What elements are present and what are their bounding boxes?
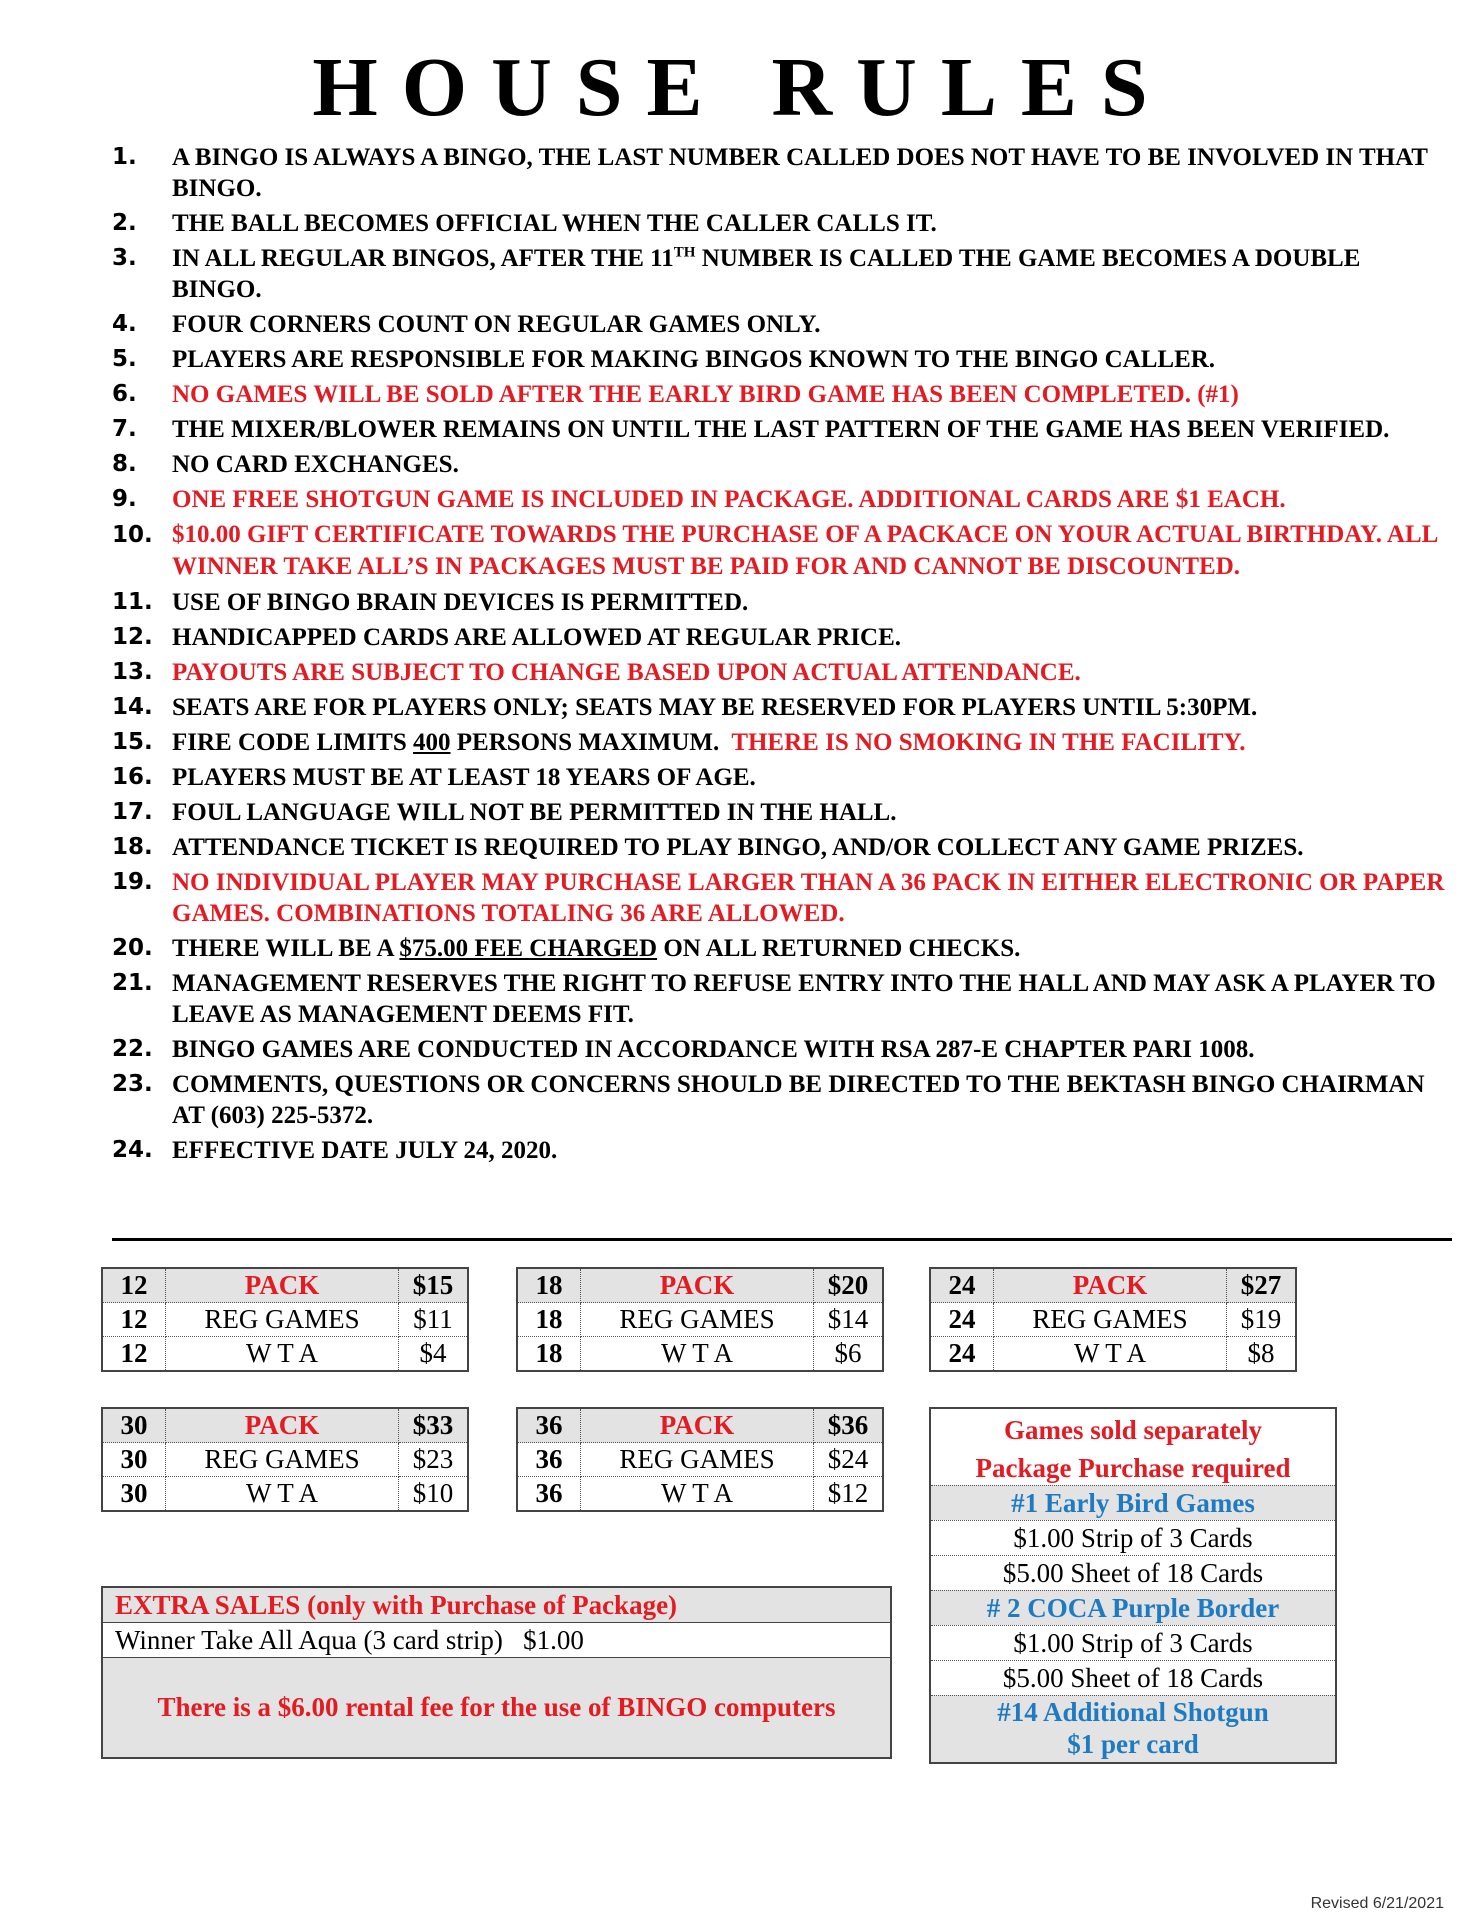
early-bird-strip-price: $1.00 Strip of 3 Cards <box>931 1520 1335 1555</box>
rule-text: HANDICAPPED CARDS ARE ALLOWED AT REGULAR PRICE. <box>172 624 902 651</box>
package-table-18 <box>516 1267 884 1372</box>
row-label: W T A <box>166 1477 399 1512</box>
pack-size: 24 <box>930 1268 994 1303</box>
pack-size: 30 <box>102 1477 166 1512</box>
rule-number: 2. <box>112 210 137 236</box>
separate-games-heading: Games sold separately <box>1004 1415 1262 1445</box>
coca-strip-price: $1.00 Strip of 3 Cards <box>931 1625 1335 1660</box>
rule-number: 3. <box>112 245 137 271</box>
pack-size: 12 <box>102 1303 166 1337</box>
rule-item <box>112 622 1452 653</box>
rule-number: 8. <box>112 451 137 477</box>
row-price: $4 <box>399 1337 469 1372</box>
rule-text: ATTENDANCE TICKET IS REQUIRED TO PLAY BINGO, AND/OR COLLECT ANY GAME PRIZES. <box>172 834 1304 861</box>
row-price: $8 <box>1227 1337 1297 1372</box>
rule-text: A BINGO IS ALWAYS A BINGO, THE LAST NUMBER CALLED DOES NOT HAVE TO BE INVOLVED IN THAT BINGO. <box>172 144 1428 202</box>
rule-item <box>112 762 1452 793</box>
rule-text: FIRE CODE LIMITS 400 PERSONS MAXIMUM. THERE IS NO SMOKING IN THE FACILITY. <box>172 729 1246 756</box>
shotgun-title: #14 Additional Shotgun $1 per card <box>931 1695 1335 1762</box>
early-bird-sheet-price: $5.00 Sheet of 18 Cards <box>931 1555 1335 1590</box>
row-label: REG GAMES <box>581 1303 814 1337</box>
rules-list <box>112 142 1452 1170</box>
page-title: HOUSE RULES <box>312 41 1172 134</box>
pack-size: 18 <box>517 1268 581 1303</box>
extra-sales-heading: EXTRA SALES (only with Purchase of Package) <box>103 1588 890 1623</box>
rule-item <box>112 587 1452 618</box>
row-price: $11 <box>399 1303 469 1337</box>
rule-text: THE MIXER/BLOWER REMAINS ON UNTIL THE LAST PATTERN OF THE GAME HAS BEEN VERIFIED. <box>172 416 1390 443</box>
rule-number: 24. <box>112 1137 153 1163</box>
pack-size: 18 <box>517 1303 581 1337</box>
row-price: $33 <box>399 1408 469 1443</box>
separate-games-box <box>929 1407 1337 1764</box>
rule-number: 13. <box>112 659 153 685</box>
rule-item <box>112 832 1452 863</box>
rule-number: 21. <box>112 970 153 996</box>
row-price: $12 <box>814 1477 884 1512</box>
rule-number: 22. <box>112 1036 153 1062</box>
rule-text: IN ALL REGULAR BINGOS, AFTER THE 11TH NUMBER IS CALLED THE GAME BECOMES A DOUBLE BINGO. <box>172 244 1361 303</box>
pack-size: 30 <box>102 1408 166 1443</box>
divider <box>112 1238 1452 1241</box>
rule-text: COMMENTS, QUESTIONS OR CONCERNS SHOULD BE DIRECTED TO THE BEKTASH BINGO CHAIRMAN AT (603) 225-5372. <box>172 1071 1425 1129</box>
rule-text: ONE FREE SHOTGUN GAME IS INCLUDED IN PACKAGE. ADDITIONAL CARDS ARE $1 EACH. <box>172 486 1286 513</box>
rule-item <box>112 1034 1452 1065</box>
row-label: REG GAMES <box>166 1443 399 1477</box>
revised-date: Revised 6/21/2021 <box>1310 1895 1444 1912</box>
row-label: W T A <box>166 1337 399 1372</box>
row-price: $15 <box>399 1268 469 1303</box>
rule-text: $10.00 GIFT CERTIFICATE TOWARDS THE PURCHASE OF A PACKACE ON YOUR ACTUAL BIRTHDAY. ALL WINNER TAKE ALL’S IN PACKAGES MUST BE PAID FOR AND CANNOT BE DISCOUNTED. <box>172 521 1437 580</box>
pack-size: 36 <box>517 1443 581 1477</box>
package-table-24 <box>929 1267 1297 1372</box>
coca-title: # 2 COCA Purple Border <box>931 1590 1335 1625</box>
rule-item <box>112 933 1452 964</box>
rule-number: 19. <box>112 869 153 895</box>
package-table-36 <box>516 1407 884 1512</box>
rule-item <box>112 414 1452 445</box>
extra-sales-box <box>101 1586 892 1759</box>
rule-item <box>112 692 1452 723</box>
row-price: $36 <box>814 1408 884 1443</box>
rule-number: 9. <box>112 486 137 512</box>
row-label: PACK <box>994 1268 1227 1303</box>
rule-text: FOUR CORNERS COUNT ON REGULAR GAMES ONLY. <box>172 311 821 338</box>
rule-number: 4. <box>112 311 137 337</box>
rule-item <box>112 449 1452 480</box>
row-price: $14 <box>814 1303 884 1337</box>
package-table-30 <box>101 1407 469 1512</box>
rule-item <box>112 867 1452 929</box>
rule-number: 15. <box>112 729 153 755</box>
coca-sheet-price: $5.00 Sheet of 18 Cards <box>931 1660 1335 1695</box>
rule-item <box>112 727 1452 758</box>
row-price: $24 <box>814 1443 884 1477</box>
rule-number: 16. <box>112 764 153 790</box>
row-label: REG GAMES <box>581 1443 814 1477</box>
rule-item <box>112 484 1452 515</box>
row-label: REG GAMES <box>994 1303 1227 1337</box>
rule-item <box>112 1135 1452 1166</box>
rule-item <box>112 344 1452 375</box>
rule-item <box>112 208 1452 239</box>
rule-text: MANAGEMENT RESERVES THE RIGHT TO REFUSE ENTRY INTO THE HALL AND MAY ASK A PLAYER TO LEAVE AS MANAGEMENT DEEMS FIT. <box>172 970 1436 1028</box>
pack-size: 12 <box>102 1337 166 1372</box>
rule-text: EFFECTIVE DATE JULY 24, 2020. <box>172 1137 558 1164</box>
rule-text: NO GAMES WILL BE SOLD AFTER THE EARLY BIRD GAME HAS BEEN COMPLETED. (#1) <box>172 381 1239 408</box>
rule-item <box>112 142 1452 204</box>
row-price: $20 <box>814 1268 884 1303</box>
rule-item <box>112 243 1452 305</box>
package-table-12 <box>101 1267 469 1372</box>
rule-text: PAYOUTS ARE SUBJECT TO CHANGE BASED UPON ACTUAL ATTENDANCE. <box>172 659 1081 686</box>
rule-number: 18. <box>112 834 153 860</box>
rule-number: 14. <box>112 694 153 720</box>
row-label: REG GAMES <box>166 1303 399 1337</box>
rule-text: FOUL LANGUAGE WILL NOT BE PERMITTED IN THE HALL. <box>172 799 897 826</box>
row-price: $27 <box>1227 1268 1297 1303</box>
row-price: $10 <box>399 1477 469 1512</box>
rule-text: PLAYERS ARE RESPONSIBLE FOR MAKING BINGOS KNOWN TO THE BINGO CALLER. <box>172 346 1216 373</box>
pack-size: 18 <box>517 1337 581 1372</box>
pack-size: 36 <box>517 1408 581 1443</box>
rule-item <box>112 1069 1452 1131</box>
pack-size: 30 <box>102 1443 166 1477</box>
rule-text: PLAYERS MUST BE AT LEAST 18 YEARS OF AGE. <box>172 764 756 791</box>
rule-number: 1. <box>112 144 137 170</box>
rule-text: NO INDIVIDUAL PLAYER MAY PURCHASE LARGER THAN A 36 PACK IN EITHER ELECTRONIC OR PAPER GAMES. COMBINATIONS TOTALING 36 ARE ALLOWED. <box>172 869 1445 927</box>
rule-number: 6. <box>112 381 137 407</box>
row-label: PACK <box>166 1268 399 1303</box>
rule-number: 5. <box>112 346 137 372</box>
row-price: $6 <box>814 1337 884 1372</box>
row-label: W T A <box>581 1477 814 1512</box>
pack-size: 36 <box>517 1477 581 1512</box>
row-price: $23 <box>399 1443 469 1477</box>
rule-item <box>112 309 1452 340</box>
pack-size: 12 <box>102 1268 166 1303</box>
pack-size: 24 <box>930 1337 994 1372</box>
rule-text: SEATS ARE FOR PLAYERS ONLY; SEATS MAY BE RESERVED FOR PLAYERS UNTIL 5:30PM. <box>172 694 1258 721</box>
rule-number: 20. <box>112 935 153 961</box>
rule-text: USE OF BINGO BRAIN DEVICES IS PERMITTED. <box>172 589 749 616</box>
extra-sales-item: Winner Take All Aqua (3 card strip) $1.00 <box>103 1623 890 1658</box>
rule-number: 7. <box>112 416 137 442</box>
row-label: W T A <box>581 1337 814 1372</box>
rule-number: 17. <box>112 799 153 825</box>
rule-number: 23. <box>112 1071 153 1097</box>
rule-item <box>112 519 1452 583</box>
rule-number: 11. <box>112 589 153 615</box>
row-label: PACK <box>581 1408 814 1443</box>
rental-fee-note: There is a $6.00 rental fee for the use of BINGO computers <box>103 1658 890 1757</box>
row-label: PACK <box>581 1268 814 1303</box>
pack-size: 24 <box>930 1303 994 1337</box>
rule-number: 12. <box>112 624 153 650</box>
rule-text: NO CARD EXCHANGES. <box>172 451 459 478</box>
package-required-note: Package Purchase required <box>975 1453 1291 1483</box>
rule-item <box>112 968 1452 1030</box>
rule-text: BINGO GAMES ARE CONDUCTED IN ACCORDANCE WITH RSA 287-E CHAPTER PARI 1008. <box>172 1036 1255 1063</box>
rule-text: THE BALL BECOMES OFFICIAL WHEN THE CALLER CALLS IT. <box>172 210 937 237</box>
row-label: W T A <box>994 1337 1227 1372</box>
rule-number: 10. <box>112 522 153 548</box>
rule-item <box>112 379 1452 410</box>
rule-item <box>112 797 1452 828</box>
row-label: PACK <box>166 1408 399 1443</box>
row-price: $19 <box>1227 1303 1297 1337</box>
rule-text: THERE WILL BE A $75.00 FEE CHARGED ON ALL RETURNED CHECKS. <box>172 935 1021 962</box>
early-bird-title: #1 Early Bird Games <box>931 1485 1335 1520</box>
rule-item <box>112 657 1452 688</box>
